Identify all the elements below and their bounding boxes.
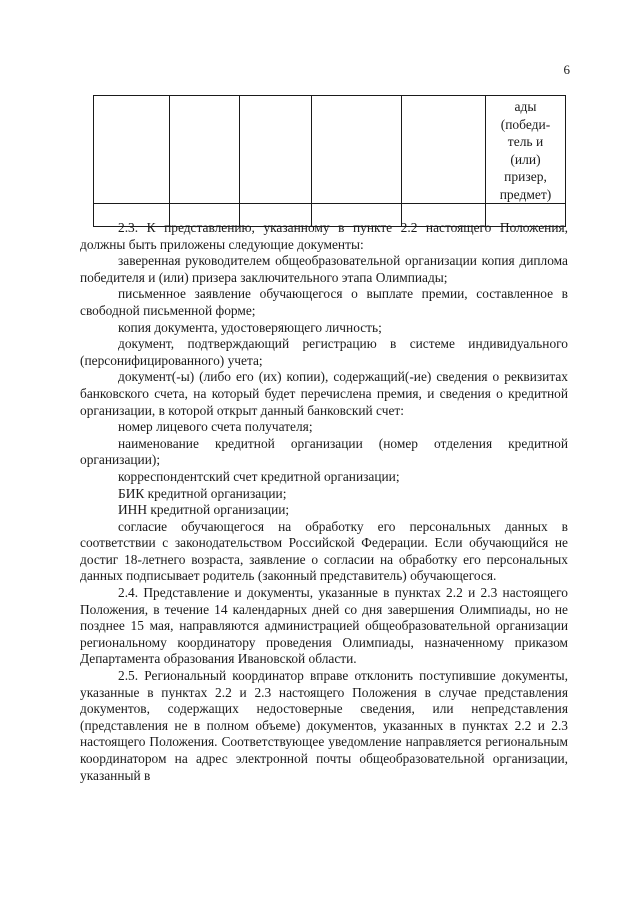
page-number: 6 bbox=[563, 62, 570, 77]
cell-line: предмет) bbox=[499, 186, 552, 202]
paragraph-2-5: 2.5. Региональный координатор вправе отклонить поступившие документы, указанные в пунктах 2.2 и 2.3 настоящего Положения в случае представления документов, содержащих недостоверные сведения, или непредставления (представления не в полном объеме) документов, указанных в пунктах 2.2 и 2.3 настоящего Положения. Соответствующее уведомление направляется региональным координатором на адрес электронной почты общеобразовательной организации, указанный в bbox=[80, 668, 568, 783]
table-cell bbox=[94, 96, 170, 204]
table-cell bbox=[240, 96, 312, 204]
list-item: заверенная руководителем общеобразовательной организации копия диплома победителя и (или) призера заключительного этапа Олимпиады; bbox=[80, 253, 568, 285]
table-cell-category bbox=[486, 96, 566, 204]
document-body bbox=[80, 220, 568, 784]
list-item: наименование кредитной организации (номер отделения кредитной организации); bbox=[80, 435, 568, 468]
paragraph-2-3: 2.3. К представлению, указанному в пункте 2.2 настоящего Положения, должны быть приложены следующие документы: bbox=[80, 220, 568, 252]
table-cell bbox=[312, 96, 402, 204]
paragraph-2-4: 2.4. Представление и документы, указанные в пунктах 2.2 и 2.3 настоящего Положения, в течение 14 календарных дней со дня завершения Олимпиады, но не позднее 15 мая, направляются администрацией общеобразовательной организации региональному координатору проведения Олимпиады, назначенному приказом Департамента образования Ивановской области. bbox=[80, 585, 568, 667]
cell-line: (или) bbox=[510, 151, 541, 167]
cell-line: призер, bbox=[504, 169, 547, 184]
list-item: документ, подтверждающий регистрацию в системе индивидуального (персонифицированного) учета; bbox=[80, 336, 568, 368]
table-cell bbox=[402, 96, 486, 204]
table-cell bbox=[170, 96, 240, 204]
cell-line: (победи- bbox=[500, 116, 551, 132]
cell-line: тель и bbox=[507, 134, 544, 149]
cell-line: ады bbox=[514, 99, 537, 114]
table-row bbox=[94, 96, 566, 204]
list-item: БИК кредитной организации; bbox=[118, 485, 287, 501]
list-item: ИНН кредитной организации; bbox=[118, 502, 290, 518]
list-item: письменное заявление обучающегося о выплате премии, составленное в свободной письменной форме; bbox=[80, 286, 568, 318]
list-item: копия документа, удостоверяющего личность; bbox=[118, 319, 382, 335]
list-item: номер лицевого счета получателя; bbox=[118, 419, 313, 435]
continued-table bbox=[93, 95, 566, 227]
list-item: документ(-ы) (либо его (их) копии), содержащий(-ие) сведения о реквизитах банковского счета, на который будет перечислена премия, и сведения о кредитной организации, в которой открыт данный банковский счет: bbox=[80, 369, 568, 418]
list-item: корреспондентский счет кредитной организации; bbox=[118, 468, 400, 484]
list-item: согласие обучающегося на обработку его персональных данных в соответствии с законодательством Российской Федерации. Если обучающийся не достиг 18-летнего возраста, заявление о согласии на обработку его персональных данных подписывает родитель (законный представитель) обучающегося. bbox=[80, 518, 568, 584]
